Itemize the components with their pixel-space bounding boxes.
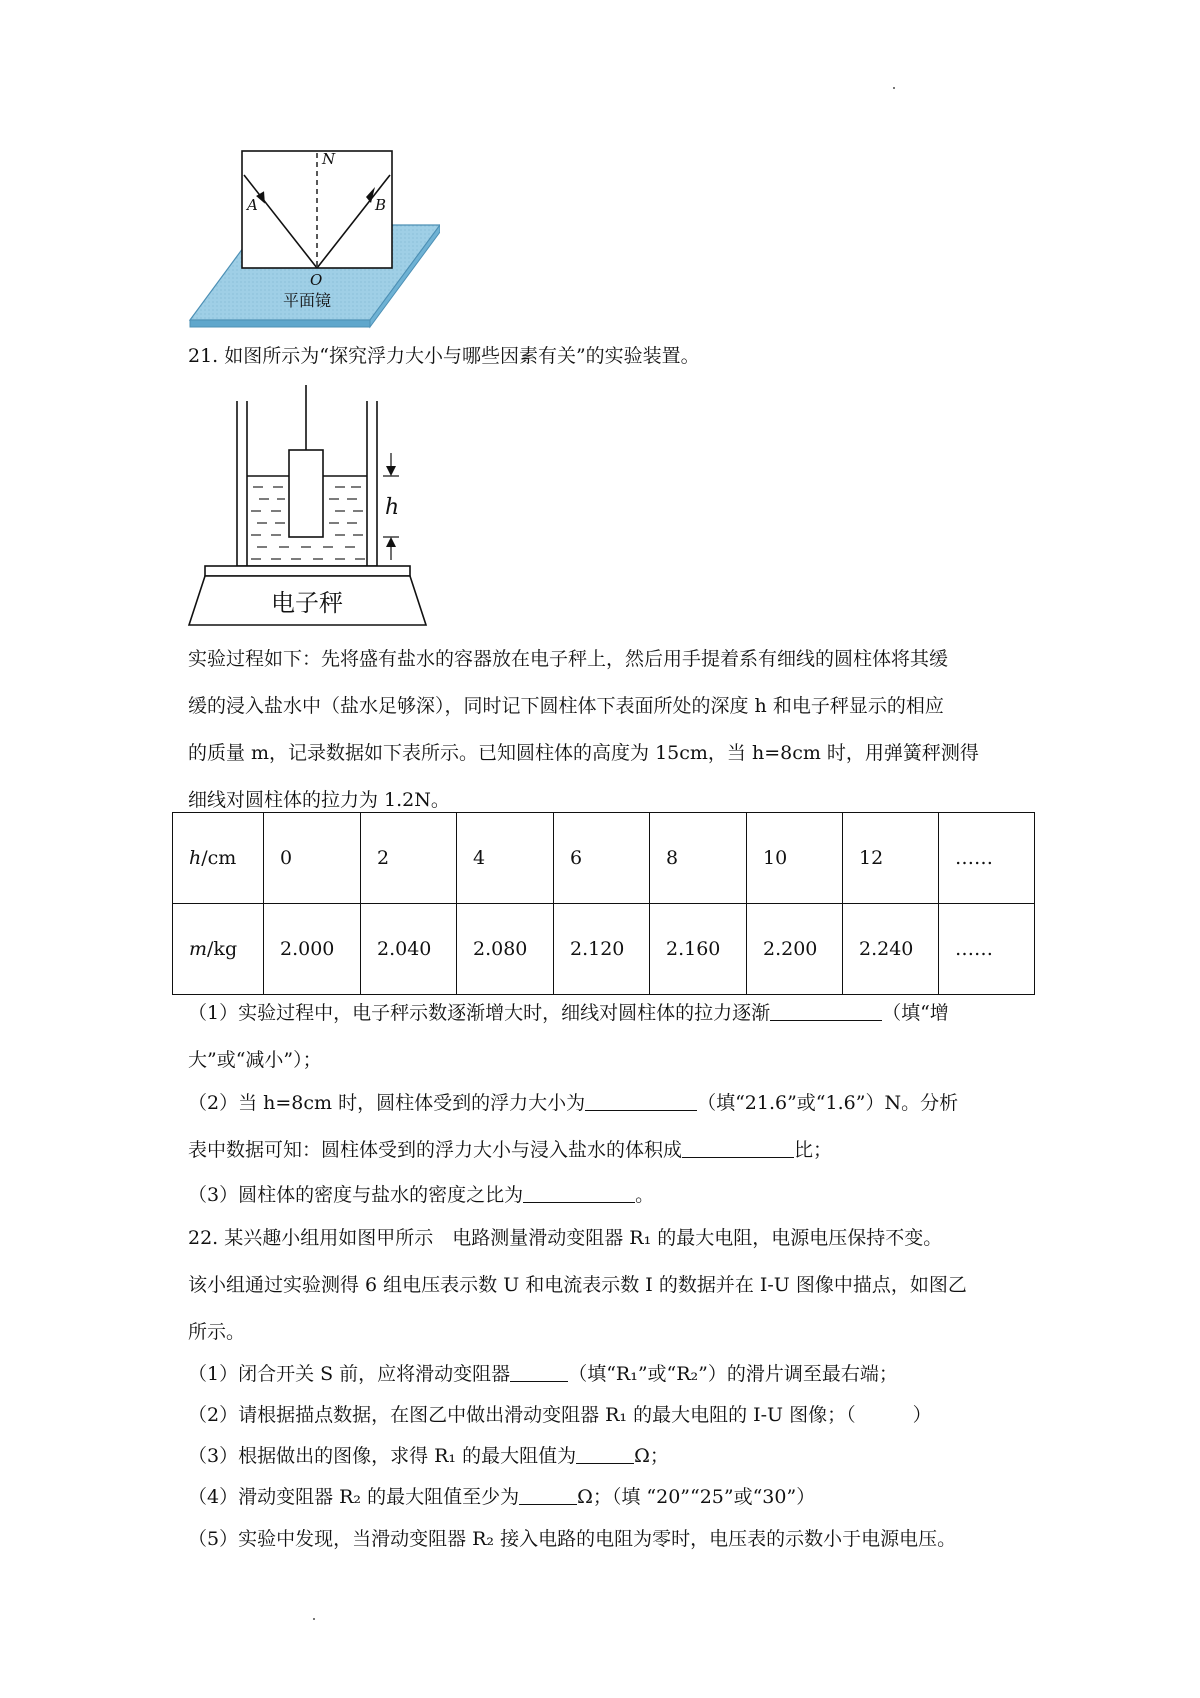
mirror-label: 平面镜 [283, 291, 332, 310]
q22-sub5: （5）实验中发现，当滑动变阻器 R₂ 接入电路的电阻为零时，电压表的示数小于电源电压。 [188, 1528, 957, 1550]
scale-plate [205, 566, 410, 576]
answer-blank[interactable] [523, 1186, 635, 1203]
table-cell: 2.040 [361, 904, 457, 995]
q22-sub3: （3）根据做出的图像，求得 R₁ 的最大阻值为 Ω； [188, 1445, 669, 1467]
q21-process-line: 细线对圆柱体的拉力为 1.2N。 [188, 789, 450, 811]
answer-blank[interactable] [519, 1488, 577, 1505]
table-cell: 2 [361, 813, 457, 904]
table-cell: m/kg [173, 904, 264, 995]
answer-blank[interactable] [576, 1447, 634, 1464]
table-cell: 12 [843, 813, 939, 904]
table-cell: 10 [747, 813, 843, 904]
table-cell: 8 [650, 813, 747, 904]
reflected-label: B [375, 196, 387, 214]
q21-sub3: （3）圆柱体的密度与盐水的密度之比为 。 [188, 1184, 655, 1206]
q22-sub2: （2）请根据描点数据，在图乙中做出滑动变阻器 R₁ 的最大电阻的 I-U 图像；（ ） [188, 1404, 932, 1426]
table-cell: 2.240 [843, 904, 939, 995]
table-cell: 4 [457, 813, 554, 904]
q22-sub4: （4）滑动变阻器 R₂ 的最大阻值至少为 Ω；（填 “20”“25”或“30”） [188, 1486, 816, 1508]
cylinder [289, 450, 323, 537]
table-cell: h/cm [173, 813, 264, 904]
table-cell: 2.160 [650, 904, 747, 995]
table-cell: 2.080 [457, 904, 554, 995]
q21-sub1-cont: 大”或“减小”）； [188, 1049, 322, 1071]
q21-sub2-cont: 表中数据可知：圆柱体受到的浮力大小与浸入盐水的体积成 比； [188, 1139, 833, 1161]
point-label: O [310, 271, 323, 289]
depth-label: h [385, 495, 400, 520]
q21-process-line: 缓的浸入盐水中（盐水足够深），同时记下圆柱体下表面所处的深度 h 和电子秤显示的相应 [188, 695, 944, 717]
table-cell: 2.200 [747, 904, 843, 995]
q21-sub2: （2）当 h=8cm 时，圆柱体受到的浮力大小为 （填“21.6”或“1.6”）N。分析 [188, 1092, 959, 1114]
table-cell: 6 [554, 813, 650, 904]
incident-label: A [247, 196, 258, 214]
q21-stem: 21. 如图所示为“探究浮力大小与哪些因素有关”的实验装置。 [188, 345, 700, 367]
q21-process-line: 的质量 m，记录数据如下表所示。已知圆柱体的高度为 15cm，当 h=8cm 时，用弹簧秤测得 [188, 742, 979, 764]
table-row [173, 904, 1035, 995]
q22-stem-line: 所示。 [188, 1321, 246, 1343]
table-cell: 2.000 [264, 904, 361, 995]
table-row [173, 813, 1035, 904]
answer-blank[interactable] [770, 1004, 882, 1021]
answer-blank[interactable] [585, 1094, 697, 1111]
normal-label: N [322, 150, 336, 168]
data-table [172, 812, 1035, 995]
table-cell: …… [939, 904, 1035, 995]
mirror-edge [190, 320, 370, 327]
scale-label: 电子秤 [271, 589, 343, 617]
table-cell: 2.120 [554, 904, 650, 995]
q21-sub1: （1）实验过程中，电子秤示数逐渐增大时，细线对圆柱体的拉力逐渐 （填“增 [188, 1002, 949, 1024]
q22-stem-line: 该小组通过实验测得 6 组电压表示数 U 和电流表示数 I 的数据并在 I-U 图像中描点，如图乙 [188, 1274, 967, 1296]
answer-blank[interactable] [682, 1141, 794, 1158]
table-cell: 0 [264, 813, 361, 904]
q21-process-line: 实验过程如下：先将盛有盐水的容器放在电子秤上，然后用手提着系有细线的圆柱体将其缓 [188, 648, 949, 670]
scan-dot [313, 1618, 315, 1620]
answer-blank[interactable] [510, 1365, 568, 1382]
q22-stem-line: 22. 某兴趣小组用如图甲所示 电路测量滑动变阻器 R₁ 的最大电阻，电源电压保持不变。 [188, 1227, 943, 1249]
mirror-reflection-figure [180, 145, 440, 330]
scan-dot [893, 87, 895, 89]
depth-arrow-up [386, 537, 396, 547]
table-cell: …… [939, 813, 1035, 904]
q22-sub1: （1）闭合开关 S 前，应将滑动变阻器 （填“R₁”或“R₂”）的滑片调至最右端； [188, 1363, 898, 1385]
depth-arrow-down [386, 466, 396, 476]
buoyancy-apparatus-figure [185, 383, 430, 630]
